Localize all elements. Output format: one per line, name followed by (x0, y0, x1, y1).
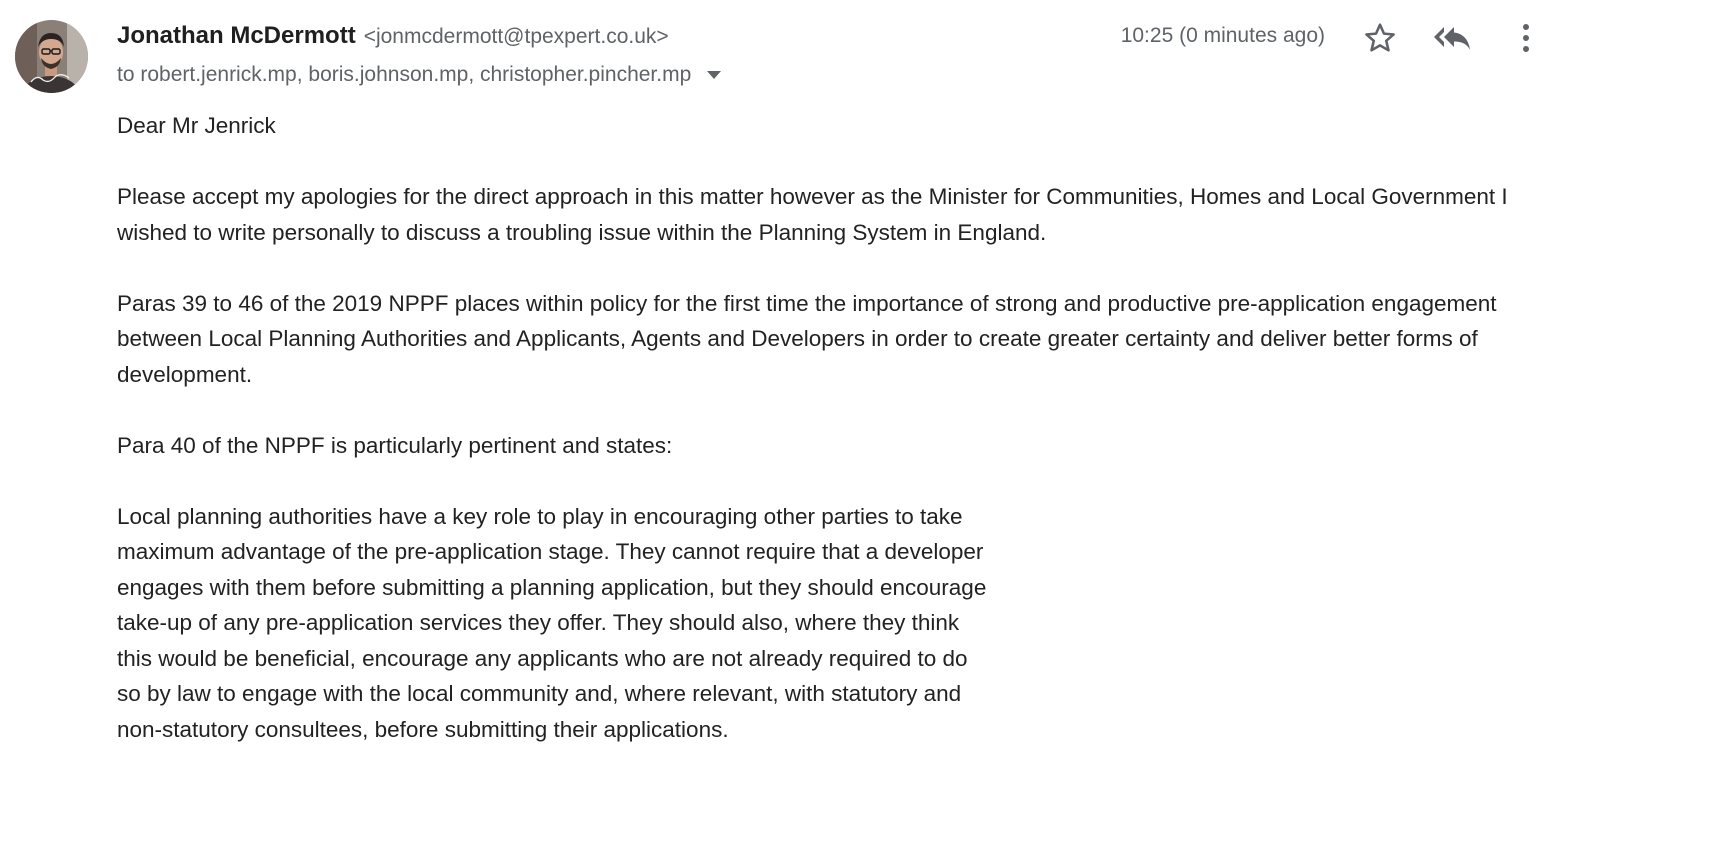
quoted-policy: Local planning authorities have a key role to play in encouraging other parties to take maximum advantage of the pre-application stage. They cannot require that a developer engages with them before submitting a planning application, but they should encourage take-up of any pre-application services they offer. They should also, where they think this would be beneficial, encourage any applicants who are not already required to do so by law to engage with the local community and, where relevant, with statutory and non-statutory consultees, before submitting their applications. (117, 503, 987, 742)
caret-down-icon[interactable] (703, 64, 725, 86)
timestamp: 10:25 (0 minutes ago) (1120, 24, 1325, 47)
paragraph-1: Please accept my apologies for the direct approach in this matter however as the Minister for Communities, Homes and Local Government I wished to write personally to discuss a troubling issue within the Planning System in England. (117, 184, 1508, 245)
avatar-photo (15, 20, 88, 93)
reply-all-button[interactable] (1432, 18, 1472, 58)
more-vertical-icon (1521, 23, 1531, 53)
paragraph-2: Paras 39 to 46 of the 2019 NPPF places within policy for the first time the importance of strong and productive pre-application engagement between Local Planning Authorities and Applicants, Agents and Developers in order to create greater certainty and deliver better forms of development. (117, 290, 1497, 387)
sender-line (117, 22, 669, 54)
reply-all-icon (1432, 23, 1472, 53)
sender-name[interactable]: Jonathan McDermott (117, 22, 356, 49)
star-button[interactable] (1360, 18, 1400, 58)
greeting: Dear Mr Jenrick (117, 113, 276, 138)
recipients-list: to robert.jenrick.mp, boris.johnson.mp, christopher.pincher.mp (117, 63, 692, 86)
star-outline-icon (1363, 21, 1397, 55)
sender-email[interactable]: <jonmcdermott@tpexpert.co.uk> (363, 25, 669, 48)
paragraph-3: Para 40 of the NPPF is particularly pertinent and states: (117, 432, 673, 458)
more-options-button[interactable] (1506, 18, 1546, 58)
avatar[interactable] (15, 20, 88, 93)
message-body (117, 108, 1557, 747)
recipients-line (117, 60, 725, 90)
